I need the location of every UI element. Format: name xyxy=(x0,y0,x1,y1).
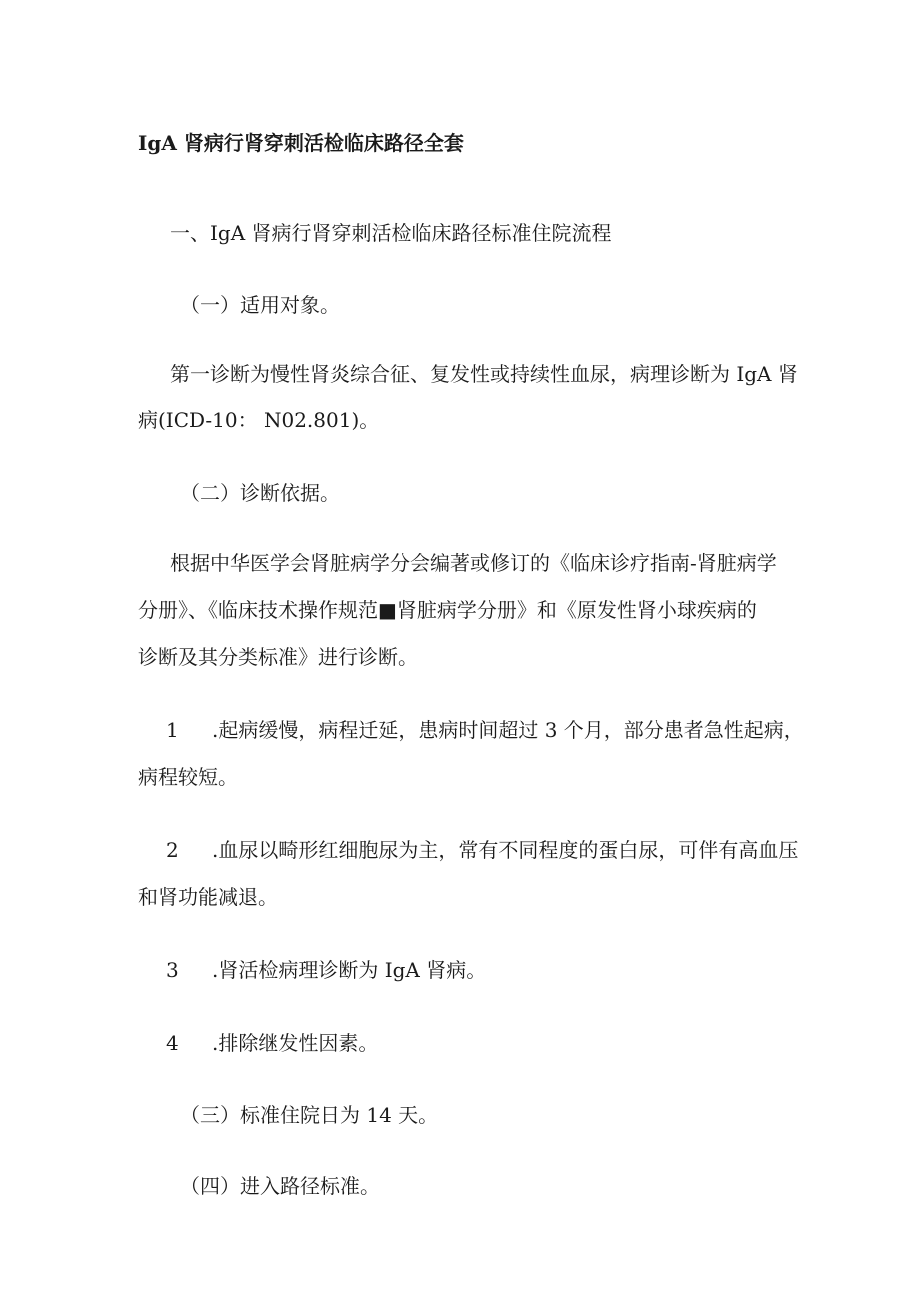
criteria-number: 2 xyxy=(166,838,179,862)
diagnosis-paragraph-line: 分册》、《临床技术操作规范■肾脏病学分册》和《原发性肾小球疾病的 xyxy=(138,598,757,622)
subsection-heading-scope: （一）适用对象。 xyxy=(180,293,340,317)
scope-paragraph-line: 病(ICD-10： N02.801)。 xyxy=(138,408,380,432)
criteria-item xyxy=(166,838,798,862)
criteria-text: .排除继发性因素。 xyxy=(212,1031,379,1055)
subsection-heading-stay: （三）标准住院日为 14 天。 xyxy=(180,1103,439,1127)
criteria-text-continued: 病程较短。 xyxy=(138,765,238,789)
diagnosis-paragraph-line: 根据中华医学会肾脏病学分会编著或修订的《临床诊疗指南-肾脏病学 xyxy=(170,551,777,575)
criteria-text-continued: 和肾功能减退。 xyxy=(138,885,278,909)
criteria-number: 1 xyxy=(166,718,179,742)
criteria-item xyxy=(166,1031,378,1055)
criteria-text: .肾活检病理诊断为 IgA 肾病。 xyxy=(212,958,487,982)
diagnosis-paragraph-line: 诊断及其分类标准》进行诊断。 xyxy=(138,645,418,669)
section-heading: 一、IgA 肾病行肾穿刺活检临床路径标准住院流程 xyxy=(170,221,612,245)
subsection-heading-entry: （四）进入路径标准。 xyxy=(180,1174,380,1198)
criteria-item xyxy=(166,718,804,742)
document-title: IgA 肾病行肾穿刺活检临床路径全套 xyxy=(138,131,464,155)
scope-paragraph-line: 第一诊断为慢性肾炎综合征、复发性或持续性血尿，病理诊断为 IgA 肾 xyxy=(170,362,798,386)
criteria-number: 4 xyxy=(166,1031,179,1055)
subsection-heading-diagnosis: （二）诊断依据。 xyxy=(180,481,340,505)
criteria-number: 3 xyxy=(166,958,179,982)
criteria-item xyxy=(166,958,486,982)
criteria-text: .起病缓慢，病程迁延，患病时间超过 3 个月，部分患者急性起病， xyxy=(212,718,804,742)
criteria-text: .血尿以畸形红细胞尿为主，常有不同程度的蛋白尿，可伴有高血压 xyxy=(212,838,799,862)
